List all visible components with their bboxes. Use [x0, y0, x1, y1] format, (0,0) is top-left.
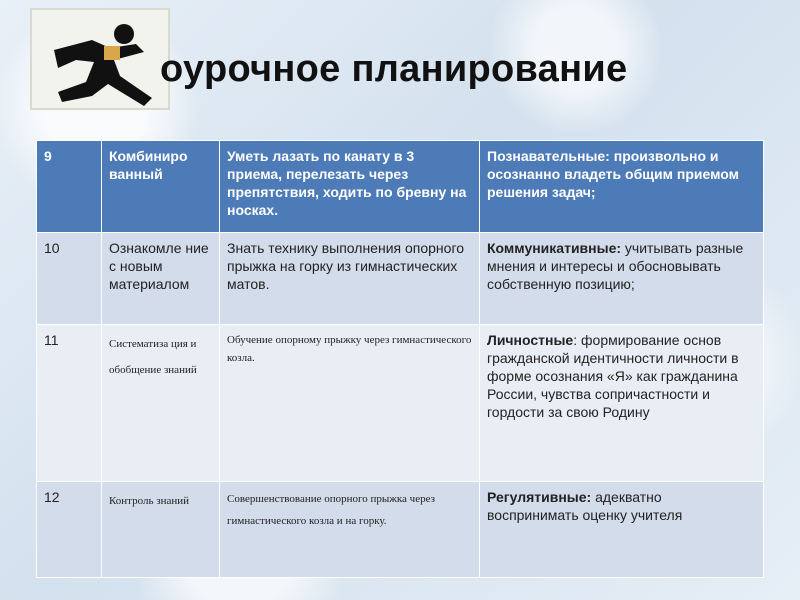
- table-row: [37, 325, 764, 482]
- lesson-uud: [480, 482, 764, 578]
- lesson-uud: [480, 141, 764, 233]
- table-row: [37, 233, 764, 325]
- lesson-plan-table: [36, 140, 764, 578]
- lesson-skill: Обучение опорному прыжку через гимнастического козла.: [220, 325, 480, 482]
- lesson-number: 12: [37, 482, 102, 578]
- page-title: оурочное планирование: [160, 48, 628, 90]
- uud-text: учитывать разные мнения и интересы и обосновывать собственную позицию;: [487, 240, 744, 292]
- lesson-uud: [480, 325, 764, 482]
- lesson-type: Контроль знаний: [102, 482, 220, 578]
- lesson-type: Систематиза ция и обобщение знаний: [102, 325, 220, 482]
- lesson-number: 9: [37, 141, 102, 233]
- lesson-uud: [480, 233, 764, 325]
- runner-icon: [32, 10, 172, 112]
- lesson-type: Комбиниро ванный: [102, 141, 220, 233]
- logo: [30, 8, 170, 110]
- uud-text: адекватно воспринимать оценку учителя: [487, 489, 683, 523]
- lesson-skill: Знать технику выполнения опорного прыжка на горку из гимнастических матов.: [220, 233, 480, 325]
- lesson-number: 10: [37, 233, 102, 325]
- table-row: [37, 482, 764, 578]
- uud-label: Личностные: [487, 332, 574, 348]
- lesson-skill: Уметь лазать по канату в 3 приема, перелезать через препятствия, ходить по бревну на носках.: [220, 141, 480, 233]
- uud-text: произвольно и осознанно владеть общим приемом решения задач;: [487, 148, 739, 200]
- lesson-number: 11: [37, 325, 102, 482]
- uud-text: : формирование основ гражданской идентичности личности в форме осознания «Я» как гражданина России, чувства сопричастности и гордости за свою Родину: [487, 332, 739, 420]
- uud-label: Познавательные:: [487, 148, 610, 164]
- lesson-type: Ознакомле ние с новым материалом: [102, 233, 220, 325]
- uud-label: Регулятивные:: [487, 489, 592, 505]
- uud-label: Коммуникативные:: [487, 240, 622, 256]
- table-row: [37, 141, 764, 233]
- lesson-skill: Совершенствование опорного прыжка через гимнастического козла и на горку.: [220, 482, 480, 578]
